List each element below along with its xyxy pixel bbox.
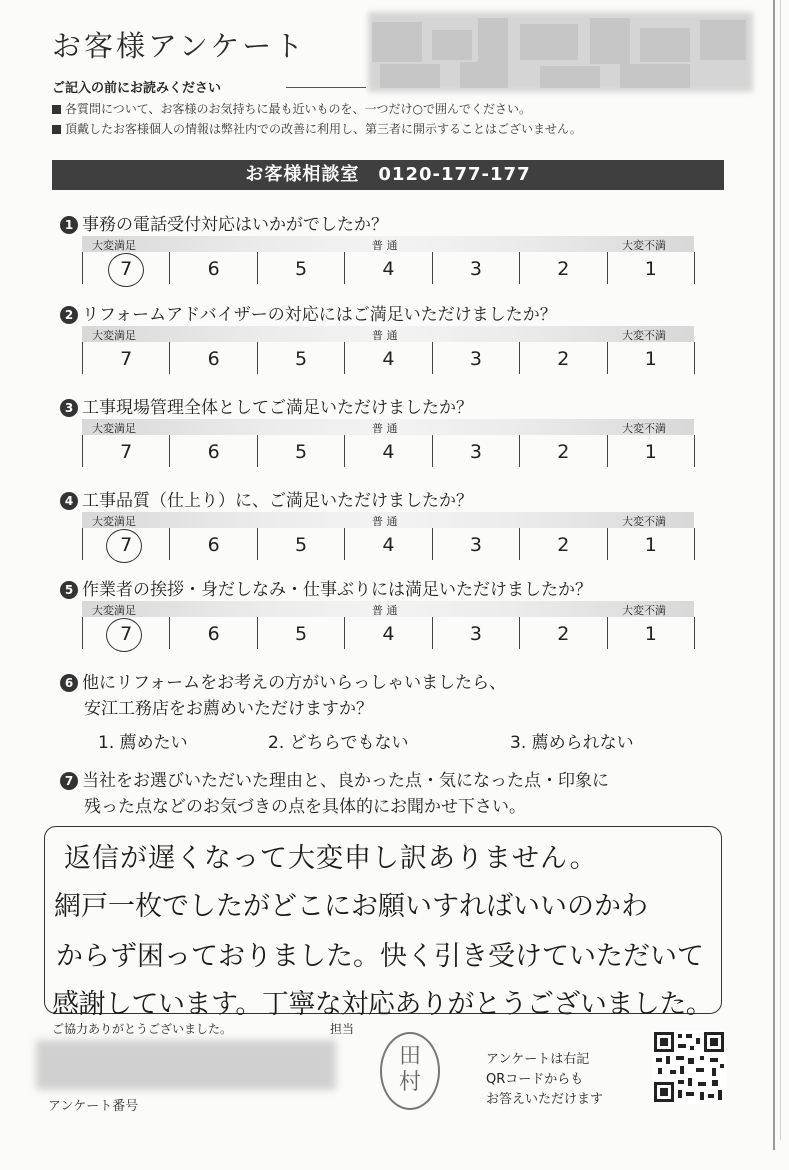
question-7-line2: 残った点などのお気づきの点を具体的にお聞かせ下さい。 <box>84 797 526 817</box>
question-text: リフォームアドバイザーの対応にはご満足いただけましたか？ <box>82 305 557 325</box>
scale-label-high: 大変満足 <box>92 604 136 617</box>
scale-label-mid: 普 通 <box>372 604 398 617</box>
scale-options <box>82 342 695 374</box>
scale-options <box>82 435 695 467</box>
scale-label-low: 大変不満 <box>622 239 666 252</box>
rating-option[interactable]: 6 <box>170 435 257 467</box>
question-1 <box>60 210 388 235</box>
rating-option[interactable]: 4 <box>345 342 432 374</box>
rating-option[interactable]: 2 <box>520 435 607 467</box>
scale-label-low: 大変不満 <box>622 604 666 617</box>
question-7 <box>60 766 609 791</box>
rating-option[interactable]: 4 <box>345 617 432 649</box>
scale-label-high: 大変満足 <box>92 422 136 435</box>
handwritten-comment-line: 返信が遅くなって大変申し訳ありません。 <box>64 843 598 874</box>
scale-label-mid: 普 通 <box>372 422 398 435</box>
rating-option[interactable]: 3 <box>433 617 520 649</box>
rating-scale-q5 <box>82 601 694 649</box>
instructions-heading: ご記入の前にお読みください <box>52 81 222 96</box>
question-number-badge: 1 <box>60 216 78 234</box>
qr-instructions: アンケートは右記 QRコードからも お答えいただけます <box>486 1052 604 1107</box>
question-number-badge: 2 <box>60 306 78 324</box>
redaction-pixel <box>700 20 746 60</box>
redaction-pixel <box>432 30 472 60</box>
selected-circle-mark <box>108 253 144 287</box>
question-number-badge: 3 <box>60 399 78 417</box>
rating-option[interactable]: 2 <box>520 617 607 649</box>
square-bullet-icon <box>52 105 61 114</box>
question-2 <box>60 300 557 325</box>
rating-option[interactable]: 3 <box>433 435 520 467</box>
heading-rule <box>286 87 366 88</box>
question-number-badge: 7 <box>60 772 78 790</box>
instruction-note-2: 頂戴したお客様個人の情報は弊社内での改善に利用し、第三者に開示することはございません。 <box>52 120 582 137</box>
handwritten-comment-line: からず困っておりました。快く引き受けていただいて <box>56 941 704 972</box>
question-text: 工事品質（仕上り）に、ご満足いただけましたか？ <box>82 491 473 511</box>
scale-options <box>82 528 695 560</box>
scale-options <box>82 617 695 649</box>
scale-label-high: 大変満足 <box>92 239 136 252</box>
question-5 <box>60 575 592 600</box>
redaction-pixel <box>620 64 690 88</box>
customer-hotline-banner: お客様相談室 0120-177-177 <box>52 160 724 190</box>
redaction-pixel <box>640 28 690 62</box>
redaction-pixel <box>540 66 600 88</box>
qr-code-icon[interactable] <box>652 1030 726 1104</box>
instruction-note-1: 各質問について、お客様のお気持ちに最も近いものを、一つだけ○で囲んでください。 <box>52 100 531 117</box>
rating-option[interactable]: 1 <box>608 528 695 560</box>
question-4 <box>60 486 473 511</box>
scale-options <box>82 252 695 284</box>
recommend-option-1[interactable]: 1. 薦めたい <box>98 733 188 753</box>
question-text: 事務の電話受付対応はいかがでしたか？ <box>82 215 388 235</box>
rating-option[interactable]: 5 <box>258 342 345 374</box>
question-text: 当社をお選びいただいた理由と、良かった点・気になった点・印象に <box>82 771 609 791</box>
rating-option[interactable]: 1 <box>608 435 695 467</box>
recommend-option-2[interactable]: 2. どちらでもない <box>268 733 409 753</box>
staff-label: 担当 <box>330 1022 355 1036</box>
form-title: お客様アンケート <box>52 29 307 63</box>
rating-option[interactable]: 7 <box>83 528 170 560</box>
rating-option[interactable]: 2 <box>520 252 607 284</box>
page-edge-shadow <box>780 0 781 1140</box>
question-text: 工事現場管理全体としてご満足いただけましたか？ <box>82 398 473 418</box>
question-number-badge: 4 <box>60 492 78 510</box>
rating-option[interactable]: 1 <box>608 252 695 284</box>
rating-option[interactable]: 3 <box>433 342 520 374</box>
redaction-pixel <box>372 22 422 62</box>
scale-label-high: 大変満足 <box>92 329 136 342</box>
redaction-pixel <box>520 24 578 60</box>
selected-circle-mark <box>106 529 142 563</box>
rating-option[interactable]: 6 <box>170 342 257 374</box>
recommend-option-3[interactable]: 3. 薦められない <box>510 733 634 753</box>
rating-scale-q1 <box>82 236 694 284</box>
question-text: 他にリフォームをお考えの方がいらっしゃいましたら、 <box>82 673 507 693</box>
rating-option[interactable]: 6 <box>170 252 257 284</box>
scale-label-low: 大変不満 <box>622 329 666 342</box>
rating-scale-q2 <box>82 326 694 374</box>
staff-seal-stamp: 田 村 <box>380 1032 440 1110</box>
rating-option[interactable]: 2 <box>520 342 607 374</box>
handwritten-comment-line: 感謝しています。丁寧な対応ありがとうございました。 <box>52 989 713 1020</box>
rating-option[interactable]: 3 <box>433 528 520 560</box>
rating-option[interactable]: 1 <box>608 342 695 374</box>
redaction-pixel <box>460 62 508 88</box>
rating-option[interactable]: 7 <box>83 342 170 374</box>
rating-option[interactable]: 4 <box>345 435 432 467</box>
rating-option[interactable]: 5 <box>258 252 345 284</box>
page-edge <box>773 0 775 1150</box>
scale-label-high: 大変満足 <box>92 515 136 528</box>
rating-scale-q4 <box>82 512 694 560</box>
question-text: 作業者の挨拶・身だしなみ・仕事ぶりには満足いただけましたか？ <box>82 580 592 600</box>
rating-option[interactable]: 7 <box>83 617 170 649</box>
survey-number-label: アンケート番号 <box>48 1099 139 1114</box>
rating-option[interactable]: 5 <box>258 528 345 560</box>
rating-option[interactable]: 3 <box>433 252 520 284</box>
rating-option[interactable]: 6 <box>170 617 257 649</box>
question-6 <box>60 668 506 693</box>
redaction-pixel <box>590 18 630 64</box>
rating-option[interactable]: 1 <box>608 617 695 649</box>
rating-option[interactable]: 6 <box>170 528 257 560</box>
handwritten-comment-line: 網戸一枚でしたがどこにお願いすればいいのかわ <box>54 891 648 922</box>
rating-option[interactable]: 2 <box>520 528 607 560</box>
redaction-pixel <box>478 18 508 62</box>
scale-label-mid: 普 通 <box>372 329 398 342</box>
rating-option[interactable]: 4 <box>345 252 432 284</box>
redacted-survey-number <box>36 1040 336 1090</box>
question-number-badge: 6 <box>60 674 78 692</box>
rating-option[interactable]: 7 <box>83 435 170 467</box>
rating-option[interactable]: 5 <box>258 617 345 649</box>
rating-option[interactable]: 4 <box>345 528 432 560</box>
thanks-message: ご協力ありがとうございました。 <box>52 1022 233 1036</box>
redaction-pixel <box>380 64 440 88</box>
rating-scale-q3 <box>82 419 694 467</box>
question-3 <box>60 393 473 418</box>
selected-circle-mark <box>106 618 142 652</box>
rating-option[interactable]: 5 <box>258 435 345 467</box>
scale-label-low: 大変不満 <box>622 422 666 435</box>
question-6-line2: 安江工務店をお薦めいただけますか？ <box>84 699 373 719</box>
scale-label-mid: 普 通 <box>372 239 398 252</box>
rating-option[interactable]: 7 <box>83 252 170 284</box>
question-number-badge: 5 <box>60 581 78 599</box>
scale-label-low: 大変不満 <box>622 515 666 528</box>
square-bullet-icon <box>52 125 61 134</box>
scale-label-mid: 普 通 <box>372 515 398 528</box>
